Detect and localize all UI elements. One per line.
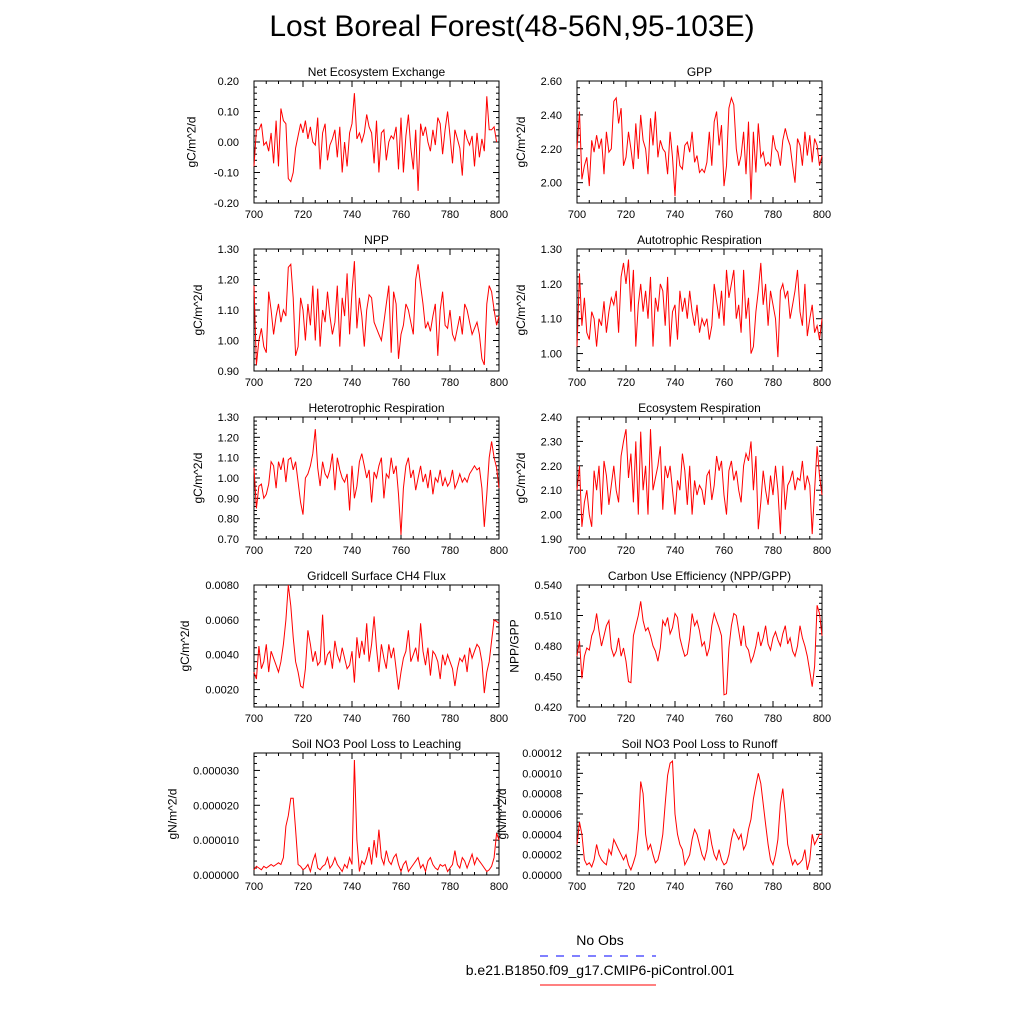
plot-frame: [254, 81, 499, 203]
series-line: [254, 760, 499, 872]
chart-title: Autotrophic Respiration: [637, 233, 762, 247]
x-tick-label: 720: [616, 545, 636, 557]
series-line: [577, 429, 822, 534]
x-tick-label: 740: [665, 377, 685, 389]
plot-frame: [577, 417, 822, 539]
y-tick-label: 2.10: [540, 485, 562, 498]
y-tick-label: 0.70: [217, 534, 239, 546]
y-tick-label: 2.40: [540, 109, 562, 122]
series-line: [577, 601, 822, 695]
x-tick-label: 800: [489, 545, 509, 557]
y-tick-label: -0.10: [213, 167, 239, 180]
x-tick-label: 780: [763, 881, 783, 893]
plot-frame: [577, 249, 822, 371]
x-tick-label: 720: [616, 881, 636, 893]
y-tick-label: 0.480: [534, 641, 562, 653]
x-tick-label: 700: [567, 377, 587, 389]
chart-title: Soil NO3 Pool Loss to Runoff: [621, 737, 778, 751]
x-tick-label: 800: [489, 209, 509, 221]
y-tick-label: 2.00: [540, 509, 562, 522]
x-tick-label: 800: [812, 713, 832, 725]
chart-title: NPP: [364, 233, 389, 247]
y-tick-label: 0.80: [217, 513, 239, 526]
y-tick-label: 2.20: [540, 460, 562, 473]
y-tick-label: 0.00008: [522, 788, 562, 801]
y-tick-label: 0.540: [534, 580, 562, 592]
x-tick-label: 740: [665, 545, 685, 557]
chart-title: GPP: [686, 65, 713, 79]
x-tick-label: 800: [489, 713, 509, 725]
x-tick-label: 800: [812, 881, 832, 893]
x-tick-label: 700: [567, 713, 587, 725]
x-tick-label: 760: [714, 881, 734, 893]
chart-panel-8: [508, 569, 832, 725]
x-tick-label: 720: [293, 209, 313, 221]
x-tick-label: 760: [391, 377, 411, 389]
y-tick-label: 0.510: [534, 610, 562, 623]
x-tick-label: 760: [391, 209, 411, 221]
x-tick-label: 700: [244, 545, 264, 557]
y-tick-label: 0.00000: [522, 870, 562, 882]
x-tick-label: 720: [293, 881, 313, 893]
y-tick-label: 1.10: [217, 305, 239, 317]
y-tick-label: 1.10: [540, 313, 562, 326]
x-tick-label: 760: [714, 377, 734, 389]
series-line: [254, 429, 499, 535]
y-tick-label: 0.10: [217, 106, 239, 119]
series-line: [577, 98, 822, 200]
y-tick-label: 0.00: [217, 137, 239, 149]
y-tick-label: 0.00012: [522, 748, 562, 760]
y-tick-label: 0.00004: [522, 829, 562, 842]
chart-title: Net Ecosystem Exchange: [307, 65, 446, 79]
series-line: [254, 261, 499, 365]
x-tick-label: 700: [567, 545, 587, 557]
legend-label-obs: No Obs: [576, 932, 624, 948]
x-tick-label: 780: [763, 209, 783, 221]
chart-panel-2: [514, 65, 831, 221]
y-tick-label: 0.000030: [193, 765, 239, 778]
y-tick-label: 0.00002: [522, 849, 562, 862]
chart-panel-6: [514, 401, 831, 557]
y-tick-label: 0.450: [534, 671, 562, 684]
y-axis-label: gC/m^2/d: [184, 116, 199, 168]
x-tick-label: 800: [489, 377, 509, 389]
series-line: [254, 93, 497, 191]
chart-title: Heterotrophic Respiration: [308, 401, 445, 415]
chart-panel-7: [178, 569, 508, 725]
y-tick-label: 2.60: [540, 76, 562, 88]
y-tick-label: 0.20: [217, 76, 239, 88]
x-tick-label: 780: [440, 209, 460, 221]
y-axis-label: NPP/GPP: [507, 619, 522, 673]
y-tick-label: 0.0040: [205, 649, 239, 662]
chart-panel-9: [166, 737, 509, 893]
y-tick-label: 1.30: [217, 412, 239, 424]
x-tick-label: 720: [616, 209, 636, 221]
y-tick-label: 0.00006: [522, 809, 562, 821]
plot-frame: [577, 585, 822, 707]
y-axis-label: gC/m^2/d: [190, 284, 205, 336]
y-axis-label: gC/m^2/d: [513, 284, 528, 336]
y-tick-label: 1.20: [540, 278, 562, 291]
figure-title: Lost Boreal Forest(48-56N,95-103E): [269, 10, 755, 43]
plot-frame: [577, 81, 822, 203]
x-tick-label: 780: [763, 545, 783, 557]
y-tick-label: 1.20: [217, 274, 239, 287]
x-tick-label: 780: [763, 377, 783, 389]
x-tick-label: 760: [391, 713, 411, 725]
x-tick-label: 760: [714, 713, 734, 725]
x-tick-label: 760: [391, 545, 411, 557]
chart-panel-4: [514, 233, 831, 389]
y-tick-label: 1.90: [540, 534, 562, 546]
y-axis-label: gC/m^2/d: [190, 452, 205, 504]
y-axis-label: gC/m^2/d: [178, 620, 193, 672]
x-tick-label: 700: [244, 881, 264, 893]
x-tick-label: 780: [440, 881, 460, 893]
x-tick-label: 740: [342, 545, 362, 557]
x-tick-label: 740: [342, 881, 362, 893]
y-tick-label: 0.000020: [193, 800, 239, 813]
chart-title: Ecosystem Respiration: [638, 401, 761, 415]
y-axis-label: gC/m^2/d: [513, 116, 528, 168]
x-tick-label: 780: [440, 377, 460, 389]
y-tick-label: 2.20: [540, 143, 562, 156]
y-tick-label: 0.0080: [205, 580, 239, 592]
chart-title: Gridcell Surface CH4 Flux: [307, 569, 446, 583]
x-tick-label: 760: [714, 209, 734, 221]
x-tick-label: 800: [812, 377, 832, 389]
y-tick-label: 0.000010: [193, 835, 239, 848]
x-tick-label: 740: [665, 881, 685, 893]
y-tick-label: 2.00: [540, 177, 562, 190]
x-tick-label: 700: [244, 209, 264, 221]
x-tick-label: 720: [293, 377, 313, 389]
y-axis-label: gN/m^2/d: [165, 788, 180, 840]
x-tick-label: 800: [812, 209, 832, 221]
series-line: [577, 761, 822, 870]
chart-panel-5: [191, 401, 508, 557]
x-tick-label: 760: [714, 545, 734, 557]
chart-panel-1: [185, 65, 509, 221]
y-tick-label: 0.0020: [205, 684, 239, 697]
y-tick-label: 1.00: [217, 335, 239, 348]
x-tick-label: 800: [812, 545, 832, 557]
x-tick-label: 720: [616, 377, 636, 389]
y-tick-label: 1.30: [540, 244, 562, 256]
x-tick-label: 780: [440, 545, 460, 557]
y-tick-label: 1.00: [217, 473, 239, 485]
y-tick-label: -0.20: [213, 198, 239, 210]
x-tick-label: 700: [244, 713, 264, 725]
y-tick-label: 0.420: [534, 702, 562, 714]
y-tick-label: 1.20: [217, 432, 239, 445]
y-tick-label: 1.30: [217, 244, 239, 256]
x-tick-label: 700: [567, 881, 587, 893]
y-tick-label: 0.90: [217, 366, 239, 378]
series-line: [577, 260, 822, 358]
x-tick-label: 720: [293, 713, 313, 725]
x-tick-label: 740: [665, 209, 685, 221]
y-axis-label: gC/m^2/d: [513, 452, 528, 504]
chart-title: Carbon Use Efficiency (NPP/GPP): [607, 569, 792, 583]
chart-title: Soil NO3 Pool Loss to Leaching: [291, 737, 462, 751]
legend-label-model: b.e21.B1850.f09_g17.CMIP6-piControl.001: [465, 962, 735, 978]
x-tick-label: 760: [391, 881, 411, 893]
x-tick-label: 720: [616, 713, 636, 725]
x-tick-label: 700: [244, 377, 264, 389]
y-tick-label: 0.000000: [193, 870, 239, 882]
y-tick-label: 1.00: [540, 348, 562, 361]
y-axis-label: gN/m^2/d: [494, 788, 509, 840]
chart-panel-3: [191, 233, 508, 389]
x-tick-label: 780: [440, 713, 460, 725]
x-tick-label: 740: [342, 377, 362, 389]
y-tick-label: 1.10: [217, 452, 239, 465]
y-tick-label: 2.30: [540, 436, 562, 449]
x-tick-label: 700: [567, 209, 587, 221]
x-tick-label: 740: [665, 713, 685, 725]
series-line: [254, 585, 499, 693]
y-tick-label: 2.40: [540, 412, 562, 424]
y-tick-label: 0.90: [217, 493, 239, 506]
x-tick-label: 740: [342, 713, 362, 725]
y-tick-label: 0.0060: [205, 614, 239, 627]
chart-panel-10: [495, 737, 831, 893]
y-tick-label: 0.00010: [522, 768, 562, 781]
x-tick-label: 720: [293, 545, 313, 557]
x-tick-label: 800: [489, 881, 509, 893]
x-tick-label: 740: [342, 209, 362, 221]
x-tick-label: 780: [763, 713, 783, 725]
